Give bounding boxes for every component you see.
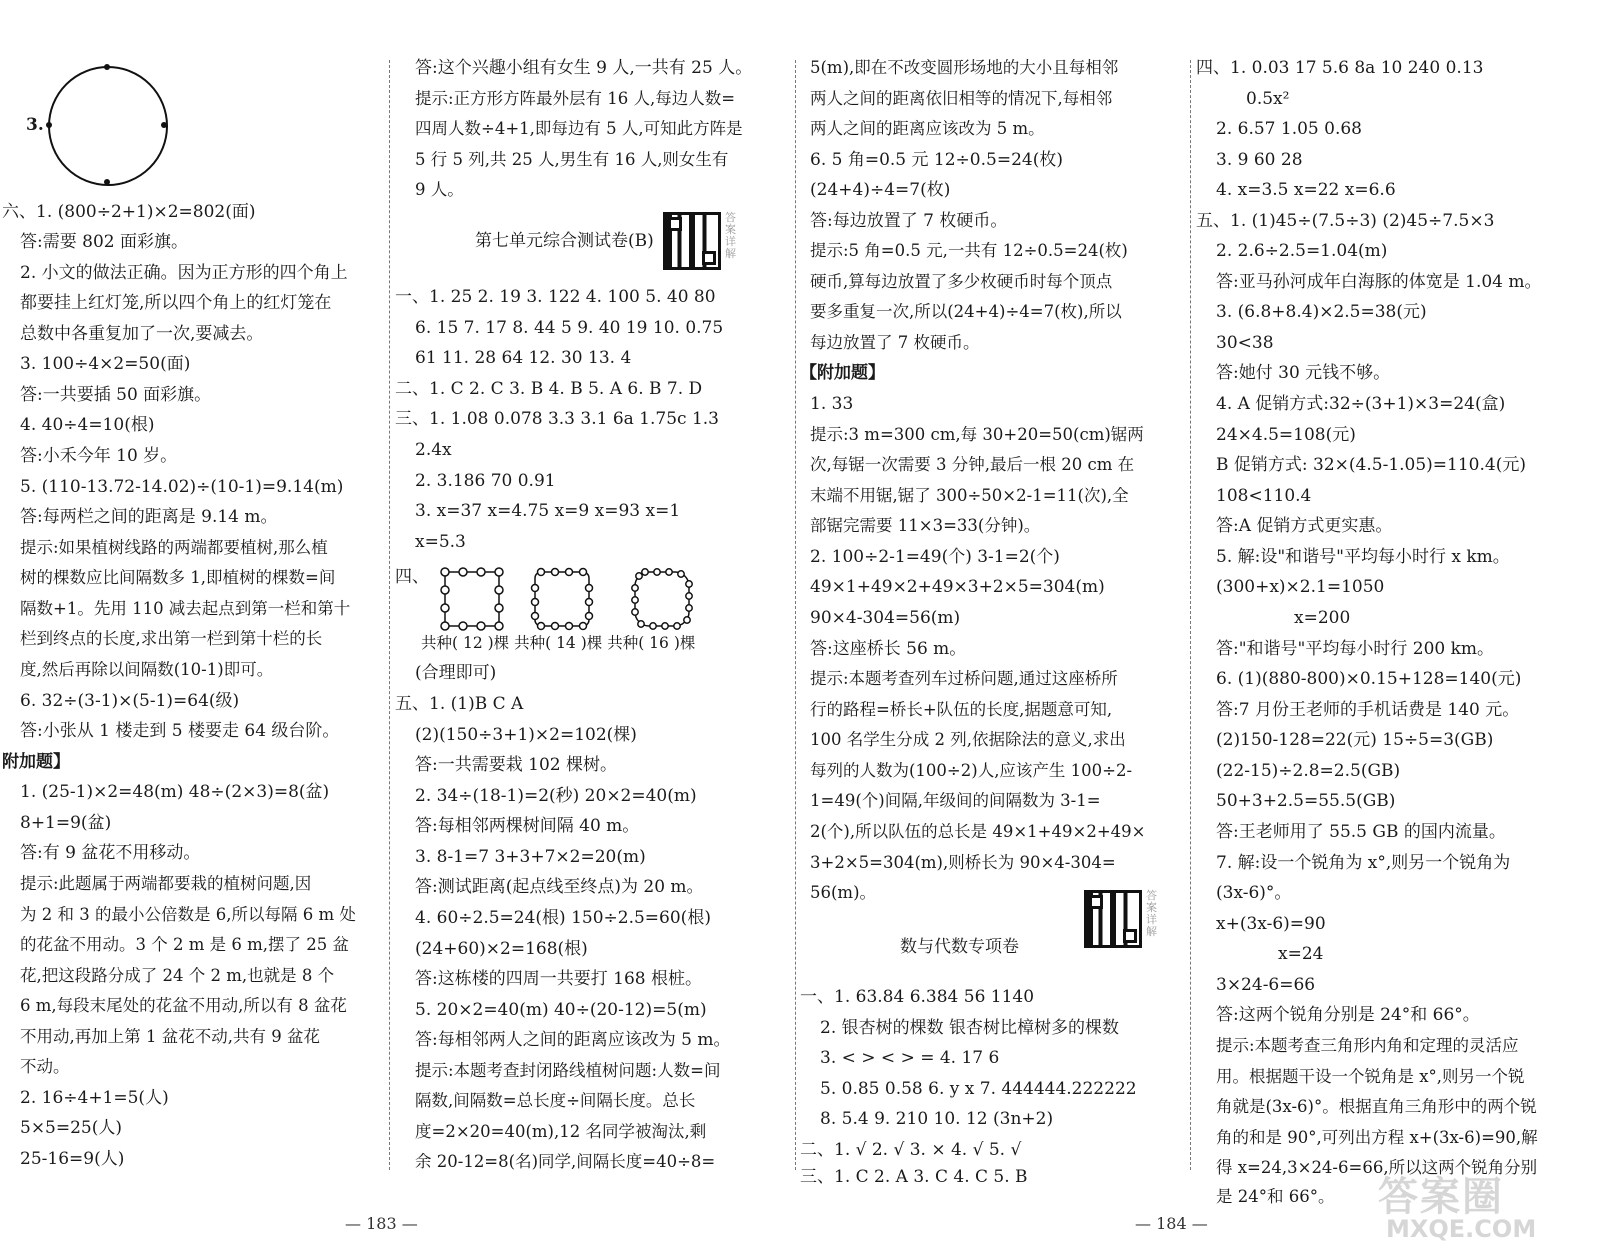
bonus-heading: 附加题】 — [2, 752, 70, 772]
line: (22-15)÷2.8=2.5(GB) — [1216, 761, 1401, 781]
hint-line: 提示:本题考查封闭路线植树问题:人数=间 — [415, 1061, 721, 1080]
line: 4. 40÷4=10(根) — [20, 415, 155, 435]
hint-line: 不用动,再加上第 1 盆花不动,共有 9 盆花 — [20, 1027, 320, 1046]
line: 30<38 — [1216, 333, 1274, 353]
line: 6. (1)(880-800)×0.15+128=140(元) — [1216, 669, 1522, 689]
hint-line: 56(m)。 — [810, 883, 877, 902]
line: 2. 2.6÷2.5=1.04(m) — [1216, 241, 1388, 261]
line: 5. (110-13.72-14.02)÷(10-1)=9.14(m) — [20, 477, 344, 497]
line: 3. x=37 x=4.75 x=9 x=93 x=1 — [415, 501, 681, 521]
line: 答:一共要插 50 面彩旗。 — [20, 385, 212, 405]
hint-line: 行的路程=桥长+队伍的长度,据题意可知, — [810, 700, 1113, 719]
line: 3. (6.8+8.4)×2.5=38(元) — [1216, 302, 1427, 322]
line: 4. x=3.5 x=22 x=6.6 — [1216, 180, 1396, 200]
line: 一、1. 63.84 6.384 56 1140 — [800, 987, 1035, 1007]
line: 8. 5.4 9. 210 10. 12 (3n+2) — [820, 1109, 1054, 1129]
line: 6. 15 7. 17 8. 44 5 9. 40 19 10. 0.75 — [415, 318, 724, 338]
tree-square-16 — [627, 564, 697, 634]
hint-line: 末端不用锯,锯了 300÷50×2-1=11(次),全 — [810, 486, 1129, 505]
hint-line: 100 名学生分成 2 列,依据除法的意义,求出 — [810, 730, 1126, 749]
line: 四、 — [395, 567, 429, 587]
hint-line: 隔数,间隔数=总长度÷间隔长度。总长 — [415, 1091, 696, 1110]
line: 49×1+49×2+49×3+2×5=304(m) — [810, 577, 1105, 597]
line: (300+x)×2.1=1050 — [1216, 577, 1385, 597]
line: 答:有 9 盆花不用移动。 — [20, 843, 201, 863]
hint-line: 2(个),所以队伍的总长是 49×1+49×2+49× — [810, 822, 1146, 841]
line: 二、1. √ 2. √ 3. × 4. √ 5. √ — [800, 1140, 1022, 1160]
line: 五、1. (1)B C A — [395, 694, 524, 714]
hint-line: 要多重复一次,所以(24+4)÷4=7(枚),所以 — [810, 302, 1122, 321]
hint-line: 9 人。 — [415, 180, 464, 199]
hint-line: 栏到终点的长度,求出第一栏到第十栏的长 — [20, 629, 323, 648]
tree-square-12 — [437, 564, 507, 634]
line: 答:一共需要栽 102 棵树。 — [415, 755, 617, 775]
line: 答:小禾今年 10 岁。 — [20, 446, 178, 466]
line: 5×5=25(人) — [20, 1118, 123, 1138]
line: 6. 5 角=0.5 元 12÷0.5=24(枚) — [810, 150, 1063, 170]
line: x=24 — [1278, 944, 1324, 964]
watermark — [1378, 1165, 1588, 1245]
column-1 — [0, 0, 383, 1210]
column-divider — [1190, 60, 1191, 1170]
line: 六、1. (800÷2+1)×2=802(面) — [2, 202, 256, 222]
hint-line: 花,把这段路分成了 24 个 2 m,也就是 8 个 — [20, 966, 335, 985]
line: 50+3+2.5=55.5(GB) — [1216, 791, 1396, 811]
hint-line: 度=2×20=40(m),12 名同学被淘汰,剩 — [415, 1122, 707, 1141]
line: 1. 33 — [810, 394, 854, 414]
line: 都要挂上红灯笼,所以四个角上的红灯笼在 — [20, 293, 332, 313]
hint-line: 提示:5 角=0.5 元,一共有 12÷0.5=24(枚) — [810, 241, 1128, 260]
line: 2.4x — [415, 440, 452, 460]
line: 3×24-6=66 — [1216, 975, 1316, 995]
line: 3. 9 60 28 — [1216, 150, 1303, 170]
watermark-site: MXQE.COM — [1386, 1215, 1537, 1243]
line: 答:"和谐号"平均每小时行 200 km。 — [1216, 639, 1495, 659]
line: 答:她付 30 元钱不够。 — [1216, 363, 1391, 383]
hint-line: 角就是(3x-6)°。根据直角三角形中的两个锐 — [1216, 1097, 1537, 1116]
page-number-183: — 183 — — [345, 1214, 418, 1233]
watermark-logo: 答案圈 — [1378, 1174, 1504, 1220]
line: (2)150-128=22(元) 15÷5=3(GB) — [1216, 730, 1494, 750]
line: 24×4.5=108(元) — [1216, 425, 1356, 445]
line: 61 11. 28 64 12. 30 13. 4 — [415, 348, 632, 368]
hint-line: 为 2 和 3 的最小公倍数是 6,所以每隔 6 m 处 — [20, 905, 356, 924]
line: 答:这个兴趣小组有女生 9 人,一共有 25 人。 — [415, 58, 753, 78]
line: (24+60)×2=168(根) — [415, 939, 588, 959]
line: 答:小张从 1 楼走到 5 楼要走 64 级台阶。 — [20, 721, 340, 741]
line: 答:每边放置了 7 枚硬币。 — [810, 211, 1008, 231]
hint-line: 的花盆不用动。3 个 2 m 是 6 m,摆了 25 盆 — [20, 935, 349, 954]
line: x=5.3 — [415, 532, 466, 552]
column-3 — [800, 0, 1185, 1210]
line: 一、1. 25 2. 19 3. 122 4. 100 5. 40 80 — [395, 287, 716, 307]
hint-line: 得 x=24,3×24-6=66,所以这两个锐角分别 — [1216, 1158, 1538, 1177]
line: 0.5x² — [1246, 89, 1290, 109]
line: 5. 解:设"和谐号"平均每小时行 x km。 — [1216, 547, 1510, 567]
line: 答:这栋楼的四周一共要打 168 根桩。 — [415, 969, 702, 989]
hint-line: 隔数+1。先用 110 减去起点到第一栏和第十 — [20, 599, 351, 618]
hint-line: 1=49(个)间隔,年级间的间隔数为 3-1= — [810, 791, 1101, 810]
line: 25-16=9(人) — [20, 1149, 125, 1169]
line: x=200 — [1294, 608, 1351, 628]
line: 答:每两栏之间的距离是 9.14 m。 — [20, 507, 278, 527]
line: 三、1. 1.08 0.078 3.3 3.1 6a 1.75c 1.3 — [395, 409, 719, 429]
hint-line: 两人之间的距离应该改为 5 m。 — [810, 119, 1045, 138]
line: 1. (25-1)×2=48(m) 48÷(2×3)=8(盆) — [20, 782, 330, 802]
line: (24+4)÷4=7(枚) — [810, 180, 951, 200]
line: 答:这座桥长 56 m。 — [810, 639, 967, 659]
section-title: 第七单元综合测试卷(B) — [475, 231, 654, 251]
hint-line: 提示:正方形方阵最外层有 16 人,每边人数= — [415, 89, 736, 108]
line: 2. 3.186 70 0.91 — [415, 471, 556, 491]
line: 3. 100÷4×2=50(面) — [20, 354, 191, 374]
hint-line: 硬币,算每边放置了多少枚硬币时每个顶点 — [810, 272, 1113, 291]
hint-line: 5(m),即在不改变圆形场地的大小且每相邻 — [810, 58, 1119, 77]
line: 2. 16÷4+1=5(人) — [20, 1088, 169, 1108]
hint-line: 提示:3 m=300 cm,每 30+20=50(cm)锯两 — [810, 425, 1144, 444]
line: 90×4-304=56(m) — [810, 608, 961, 628]
line: (合理即可) — [415, 663, 497, 683]
bonus-heading: 【附加题】 — [800, 363, 885, 383]
hint-line: 提示:如果植树线路的两端都要植树,那么植 — [20, 538, 328, 557]
line: 三、1. C 2. A 3. C 4. C 5. B — [800, 1167, 1028, 1187]
line: 答:A 促销方式更实惠。 — [1216, 516, 1393, 536]
column-4 — [1196, 0, 1596, 1210]
line: 3. 8-1=7 3+3+7×2=20(m) — [415, 847, 646, 867]
line: 6. 32÷(3-1)×(5-1)=64(级) — [20, 691, 240, 711]
line: 5. 0.85 0.58 6. y x 7. 444444.222222 — [820, 1079, 1137, 1099]
hint-line: 度,然后再除以间隔数(10-1)即可。 — [20, 660, 274, 679]
line: 答:需要 802 面彩旗。 — [20, 232, 188, 252]
line: x+(3x-6)=90 — [1216, 914, 1326, 934]
section-title: 数与代数专项卷 — [900, 937, 1019, 957]
line: 3. < > < > = 4. 17 6 — [820, 1048, 1000, 1068]
hint-line: 提示:此题属于两端都要栽的植树问题,因 — [20, 874, 312, 893]
hint-line: 每边放置了 7 枚硬币。 — [810, 333, 980, 352]
line: 8+1=9(盆) — [20, 813, 112, 833]
line: (3x-6)°。 — [1216, 883, 1292, 903]
hint-line: 6 m,每段末尾处的花盆不用动,所以有 8 盆花 — [20, 996, 347, 1015]
line: 2. 34÷(18-1)=2(秒) 20×2=40(m) — [415, 786, 697, 806]
hint-line: 3+2×5=304(m),则桥长为 90×4-304= — [810, 853, 1116, 872]
line: 2. 银杏树的棵数 银杏树比樟树多的棵数 — [820, 1018, 1120, 1038]
hint-line: 树的棵数应比间隔数多 1,即植树的棵数=间 — [20, 568, 336, 587]
hint-line: 部锯完需要 11×3=33(分钟)。 — [810, 516, 1041, 535]
line: 2. 6.57 1.05 0.68 — [1216, 119, 1362, 139]
line: 5. 20×2=40(m) 40÷(20-12)=5(m) — [415, 1000, 707, 1020]
hint-line: 两人之间的距离依旧相等的情况下,每相邻 — [810, 89, 1113, 108]
figure-caption: 共种( 12 )棵 共种( 14 )棵 共种( 16 )棵 — [421, 634, 696, 652]
line: 五、1. (1)45÷(7.5÷3) (2)45÷7.5×3 — [1196, 211, 1495, 231]
qr-code — [663, 212, 721, 270]
hint-line: 是 24°和 66°。 — [1216, 1187, 1335, 1206]
hint-line: 提示:本题考查三角形内角和定理的灵活应 — [1216, 1036, 1519, 1055]
line: 答:每相邻两棵树间隔 40 m。 — [415, 816, 640, 836]
line: 4. A 促销方式:32÷(3+1)×3=24(盒) — [1216, 394, 1506, 414]
line: 总数中各重复加了一次,要减去。 — [20, 324, 264, 344]
tree-square-14 — [527, 564, 597, 634]
line: 108<110.4 — [1216, 486, 1312, 506]
line: 答:每相邻两人之间的距离应该改为 5 m。 — [415, 1030, 731, 1050]
line: 答:王老师用了 55.5 GB 的国内流量。 — [1216, 822, 1506, 842]
q3-label: 3. — [26, 115, 44, 135]
line: 2. 小文的做法正确。因为正方形的四个角上 — [20, 263, 348, 283]
line: 答:这两个锐角分别是 24°和 66°。 — [1216, 1005, 1480, 1025]
line: 答:7 月份王老师的手机话费是 140 元。 — [1216, 700, 1520, 720]
line: B 促销方式: 32×(4.5-1.05)=110.4(元) — [1216, 455, 1526, 475]
hint-line: 5 行 5 列,共 25 人,男生有 16 人,则女生有 — [415, 150, 729, 169]
line: (2)(150÷3+1)×2=102(棵) — [415, 725, 637, 745]
hint-line: 每列的人数为(100÷2)人,应该产生 100÷2- — [810, 761, 1133, 780]
hint-line: 不动。 — [20, 1057, 70, 1076]
hint-line: 四周人数÷4+1,即每边有 5 人,可知此方阵是 — [415, 119, 743, 138]
column-divider — [795, 60, 796, 1170]
column-divider — [389, 60, 390, 1170]
column-2 — [395, 0, 790, 1210]
qr-tag: 答案详解 — [1146, 889, 1157, 938]
hint-line: 次,每锯一次需要 3 分钟,最后一根 20 cm 在 — [810, 455, 1135, 474]
line: 四、1. 0.03 17 5.6 8a 10 240 0.13 — [1196, 58, 1484, 78]
line: 答:亚马孙河成年白海豚的体宽是 1.04 m。 — [1216, 272, 1542, 292]
line: 4. 60÷2.5=24(根) 150÷2.5=60(根) — [415, 908, 711, 928]
qr-code — [1084, 890, 1142, 948]
line: 答:测试距离(起点线至终点)为 20 m。 — [415, 877, 704, 897]
line: 二、1. C 2. C 3. B 4. B 5. A 6. B 7. D — [395, 379, 703, 399]
hint-line: 提示:本题考查列车过桥问题,通过这座桥所 — [810, 669, 1118, 688]
hint-line: 角的和是 90°,可列出方程 x+(3x-6)=90,解 — [1216, 1128, 1538, 1147]
page-number-184: — 184 — — [1135, 1214, 1208, 1233]
circle-figure — [48, 66, 168, 186]
line: 7. 解:设一个锐角为 x°,则另一个锐角为 — [1216, 853, 1511, 873]
hint-line: 余 20-12=8(名)同学,间隔长度=40÷8= — [415, 1152, 716, 1171]
line: 2. 100÷2-1=49(个) 3-1=2(个) — [810, 547, 1060, 567]
hint-line: 用。根据题干设一个锐角是 x°,则另一个锐 — [1216, 1067, 1525, 1086]
qr-tag: 答案详解 — [725, 211, 736, 260]
